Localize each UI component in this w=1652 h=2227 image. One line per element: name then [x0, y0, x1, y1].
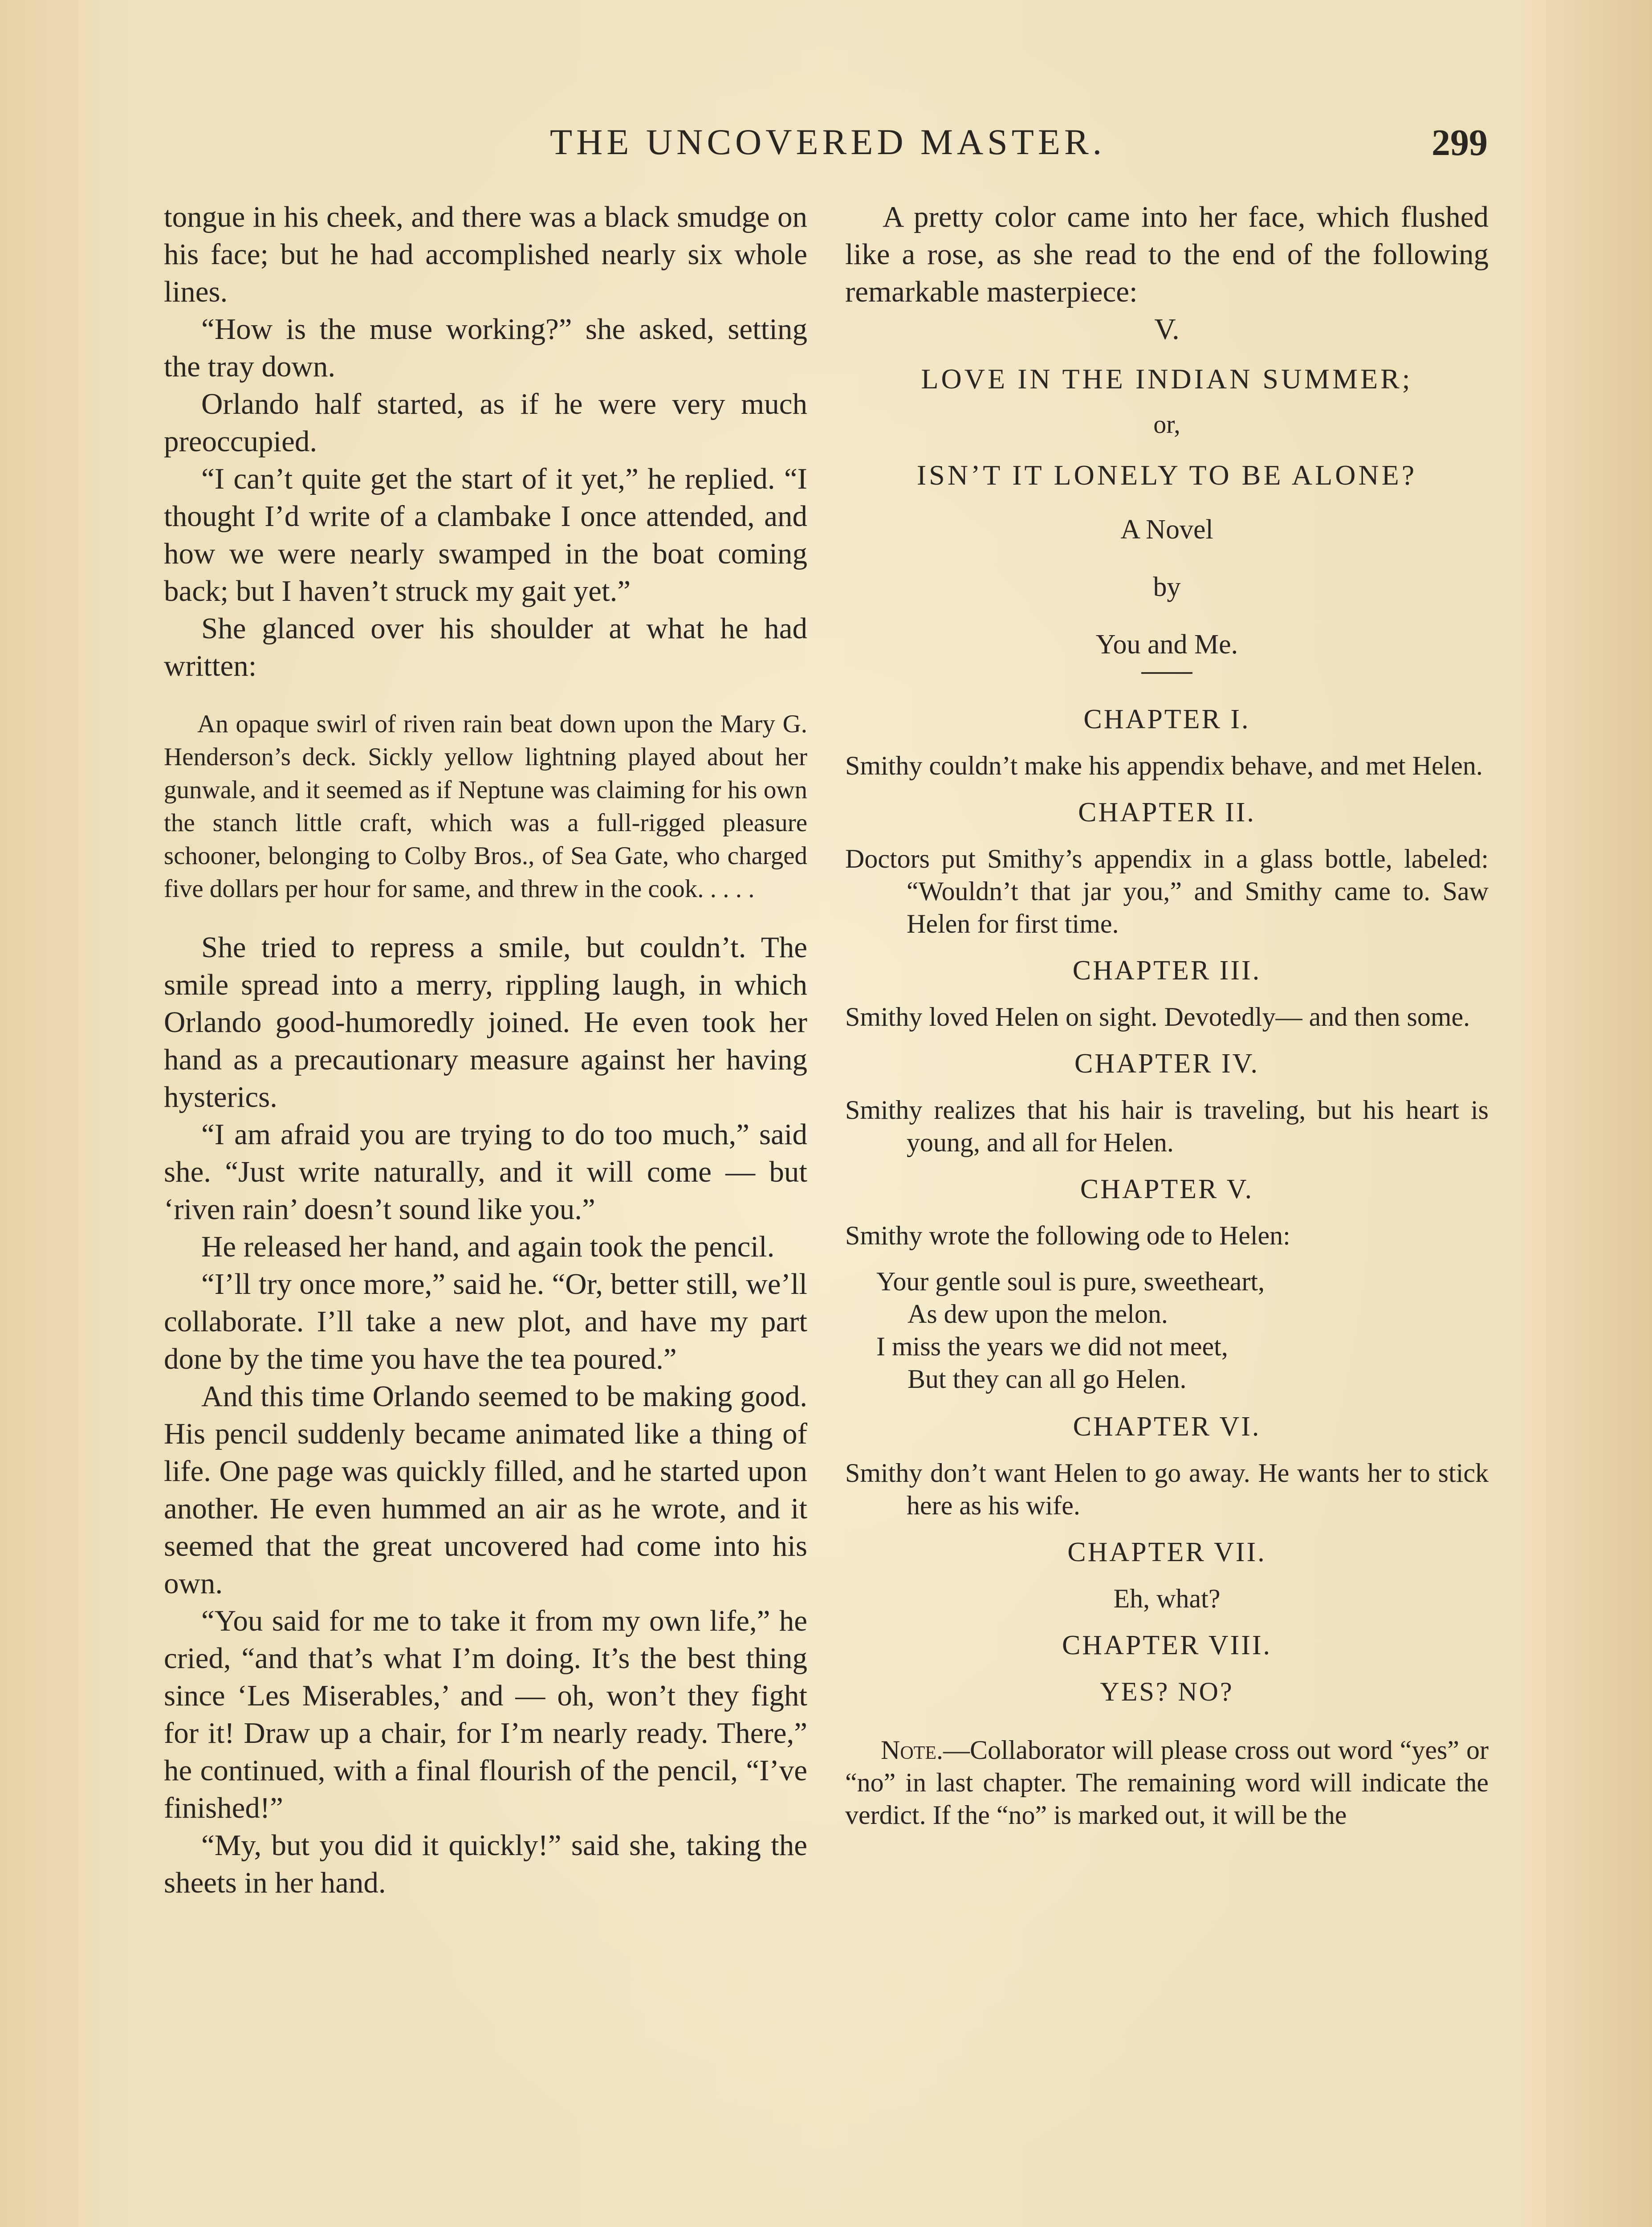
paragraph-continued: tongue in his cheek, and there was a black smudge on his face; but he had accomplished nearly six whole lines. — [164, 200, 807, 308]
poem-line: I miss the years we did not meet, — [876, 1332, 1228, 1361]
chapter-text: YES? NO? — [1100, 1677, 1234, 1706]
paragraph: Orlando half started, as if he were very much preoccupied. — [164, 387, 807, 458]
note-text: —Collaborator will please cross out word “yes” or “no” in last chapter. The remaining word will indicate the verdict. If the “no” is marked out, it will be the — [845, 1735, 1489, 1830]
chapter-text: Smithy couldn’t make his appendix behave, and met Helen. — [845, 751, 1483, 780]
chapter-heading: CHAPTER IV. — [1074, 1048, 1259, 1079]
paragraph: “My, but you did it quickly!” said she, taking the sheets in her hand. — [164, 1829, 807, 1899]
ode-to-helen — [876, 1265, 1489, 1395]
poem-line: As dew upon the melon. — [907, 1299, 1168, 1329]
page-header — [0, 121, 1652, 166]
novel-by: by — [1153, 572, 1181, 602]
poem-line: Your gentle soul is pure, sweetheart, — [876, 1267, 1265, 1296]
novel-authors: You and Me. — [1095, 629, 1238, 660]
chapter-text: Eh, what? — [1113, 1584, 1221, 1613]
chapter-heading: CHAPTER V. — [1080, 1174, 1254, 1204]
written-excerpt: An opaque swirl of riven rain beat down upon the Mary G. Henderson’s deck. Sickly yellow lightning played about her gunwale, and it seemed as if Neptune was claiming for his own the stanch little craft, which was a full-rigged pleasure schooner, belonging to Colby Bros., of Sea Gate, who charged five dollars per hour for same, and threw in the cook. . . . . — [164, 710, 807, 903]
paragraph: She tried to repress a smile, but couldn’t. The smile spread into a merry, rippling laugh, in which Orlando good-humoredly joined. He even took her hand as a precautionary measure against her having hysterics. — [164, 931, 807, 1114]
right-column — [845, 198, 1489, 1831]
chapter-text: Doctors put Smithy’s appendix in a glass bottle, labeled: “Wouldn’t that jar you,” and Smithy came to. Saw Helen for first time. — [845, 844, 1489, 938]
intro-paragraph: A pretty color came into her face, which flushed like a rose, as she read to the end of the following remarkable masterpiece: — [845, 200, 1489, 308]
paragraph: “You said for me to take it from my own life,” he cried, “and that’s what I’m doing. It’s the best thing since ‘Les Miserables,’ and — oh, won’t they fight for it! Draw up a chair, for I’m nearly ready. There,” he continued, with a final flourish of the pencil, “I’ve finished!” — [164, 1604, 807, 1824]
novel-title: LOVE IN THE INDIAN SUMMER; — [921, 363, 1413, 395]
chapter-heading: CHAPTER VIII. — [1062, 1630, 1272, 1660]
paragraph: “I’ll try once more,” said he. “Or, better still, we’ll collaborate. I’ll take a new plot, and have my part done by the time you have the tea poured.” — [164, 1268, 807, 1375]
paragraph: And this time Orlando seemed to be making good. His pencil suddenly became animated like a thing of life. One page was quickly filled, and he started upon another. He even hummed an air as he wrote, and it seemed that the great uncovered had come into his own. — [164, 1380, 807, 1600]
chapter-heading: CHAPTER II. — [1078, 797, 1256, 828]
chapter-heading: CHAPTER III. — [1072, 955, 1261, 986]
note-label: Note. — [881, 1735, 943, 1765]
chapter-heading: CHAPTER VII. — [1067, 1537, 1266, 1567]
collaborator-note — [845, 1734, 1489, 1831]
paragraph: “I can’t quite get the start of it yet,” he replied. “I thought I’d write of a clambake I once attended, and how we were nearly swamped in the boat coming back; but I haven’t struck my gait yet.” — [164, 462, 807, 608]
chapter-heading: CHAPTER I. — [1083, 704, 1250, 734]
chapter-text: Smithy don’t want Helen to go away. He wants her to stick here as his wife. — [845, 1458, 1489, 1520]
chapter-text: Smithy loved Helen on sight. Devotedly— and then some. — [845, 1002, 1470, 1032]
paragraph: “How is the muse working?” she asked, setting the tray down. — [164, 313, 807, 383]
poem-line: But they can all go Helen. — [907, 1364, 1187, 1394]
paragraph: “I am afraid you are trying to do too much,” said she. “Just write naturally, and it will come — but ‘riven rain’ doesn’t sound like you.” — [164, 1118, 807, 1226]
paragraph: He released her hand, and again took the pencil. — [201, 1230, 775, 1263]
chapter-text: Smithy wrote the following ode to Helen: — [845, 1221, 1290, 1250]
running-title: THE UNCOVERED MASTER. — [550, 122, 1106, 162]
novel-label: A Novel — [1120, 514, 1213, 545]
left-column — [164, 198, 807, 1901]
novel-subtitle: ISN’T IT LONELY TO BE ALONE? — [916, 459, 1417, 491]
paragraph: She glanced over his shoulder at what he had written: — [164, 612, 807, 682]
page-number: 299 — [1432, 122, 1488, 163]
novel-or: or, — [1153, 410, 1180, 439]
chapter-text: Smithy realizes that his hair is traveling, but his heart is young, and all for Helen. — [845, 1095, 1489, 1157]
divider-rule — [1141, 672, 1192, 674]
section-numeral: V. — [1154, 313, 1180, 346]
chapter-heading: CHAPTER VI. — [1073, 1411, 1261, 1442]
